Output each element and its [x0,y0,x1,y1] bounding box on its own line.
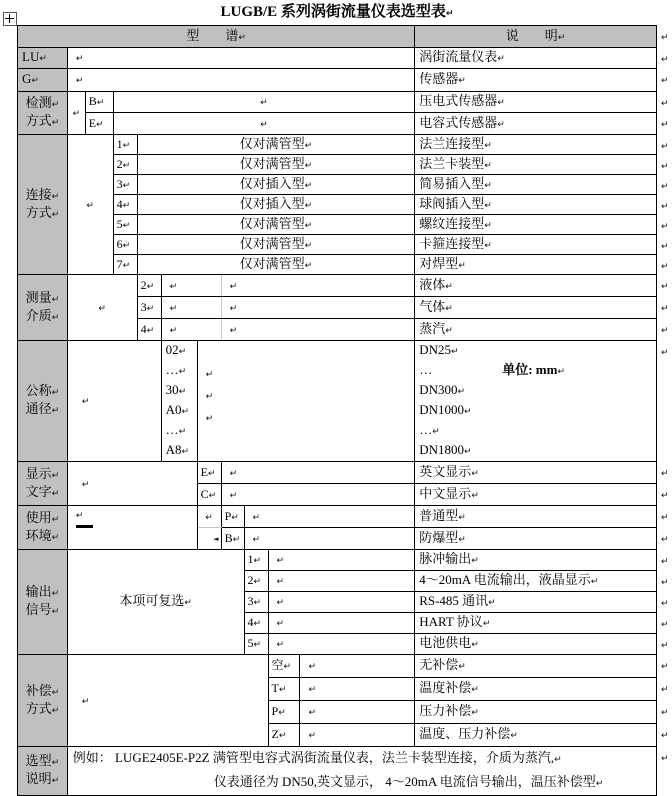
desc-cell[interactable]: 电池供电↵ [415,634,657,655]
code-cell[interactable]: 2↵ [137,275,161,297]
spacer-cell[interactable]: ↵ [67,462,197,506]
desc-cell[interactable]: 压电式传感器↵ [415,92,657,113]
output-note-cell[interactable]: 本项可复选↵ [67,550,244,655]
desc-cell[interactable]: 法兰连接型↵ [415,135,657,155]
row-end-mark: ↵ [660,619,669,630]
note-cell[interactable]: 仅对插入型↵ [137,195,415,215]
desc-cell[interactable]: 脉冲输出↵ [415,550,657,571]
desc-cell[interactable]: 防爆型↵ [415,528,657,550]
spacer-cell[interactable]: ↵ [221,319,415,341]
row-end-mark: ↵ [660,598,669,609]
row-end-mark: ↵ [660,54,669,65]
dash-mark [76,525,93,528]
row-end-mark: ↵ [660,640,669,651]
desc-cell[interactable]: 气体↵ [415,297,657,319]
spacer-cell[interactable]: ↵ ↵ ↵ [197,341,415,462]
table-row [18,462,672,484]
desc-cell[interactable]: 简易插入型↵ [415,175,657,195]
desc-cell[interactable]: 卡箍连接型↵ [415,235,657,255]
code-cell[interactable]: 2↵ [244,571,268,592]
table-move-handle-icon[interactable] [3,12,17,26]
row-end-mark: ↵ [660,512,669,523]
row-end-mark: ↵ [660,303,669,314]
row-end-mark: ↵ [660,161,669,172]
section-label-example[interactable]: 选型↵ 说明↵ [18,747,68,796]
note-cell[interactable]: 仅对插入型↵ [137,175,415,195]
table-row [18,92,672,113]
spacer-cell[interactable]: ↵ [221,297,415,319]
code-cell[interactable]: P↵ [268,701,300,724]
code-cell[interactable]: 3↵ [137,297,161,319]
row-end-mark: ↵ [660,281,669,292]
spacer-cell[interactable]: ↵ [67,341,161,462]
header-description[interactable]: 说 明↵ [415,26,657,48]
row-end-mark: ↵ [660,98,669,109]
code-cell[interactable]: 4↵ [244,613,268,634]
section-label-environment[interactable]: 使用↵ 环境↵ [18,506,68,550]
row-end-mark: ↵ [660,490,669,501]
spacer-cell[interactable]: ↵ [113,92,415,113]
section-label-display[interactable]: 显示↵ 文字↵ [18,462,68,506]
code-cell-lu[interactable]: LU↵ [18,48,68,69]
code-cell[interactable]: T↵ [268,678,300,701]
spacer-cell[interactable]: ◄ [197,528,221,550]
section-label-output[interactable]: 输出↵ 信号↵ [18,550,68,655]
row-end-mark: ↵ [660,325,669,336]
row-end-mark: ↵ [660,468,669,479]
note-cell[interactable]: 仅对满管型↵ [137,255,415,275]
row-end-mark: ↵ [660,534,669,545]
spacer-cell[interactable]: ↵ [161,297,221,319]
row-end-mark: ↵ [660,32,669,43]
table-row [18,215,672,235]
desc-cell[interactable]: 螺纹连接型↵ [415,215,657,235]
spacer-cell[interactable]: ↵ [221,275,415,297]
code-cell[interactable]: 4↵ [113,195,137,215]
diameter-code-cell[interactable]: 02↵ …↵ 30↵ A0↵ …↵ A8↵ [161,341,197,462]
row-end-mark: ↵ [660,707,669,718]
spacer-cell[interactable]: ↵ [268,571,415,592]
desc-cell[interactable]: 英文显示↵ [415,462,657,484]
page-title: LUGB/E 系列涡街流量仪表选型表↵ [220,4,454,20]
code-cell[interactable]: 6↵ [113,235,137,255]
table-row [18,341,672,462]
spacer-cell[interactable]: ↵ [161,275,221,297]
table-row [18,195,672,215]
spacer-cell[interactable]: ↵ [244,528,415,550]
section-label-compensation[interactable]: 补偿↵ 方式↵ [18,655,68,747]
spacer-cell[interactable]: ↵ [67,69,414,92]
spacer-cell[interactable]: ↵ [67,135,113,275]
note-cell[interactable]: 仅对满管型↵ [137,135,415,155]
desc-cell[interactable]: HART 协议↵ [415,613,657,634]
spacer-cell[interactable]: ↵ [300,701,415,724]
desc-cell[interactable]: 对焊型↵ [415,255,657,275]
code-cell[interactable]: 3↵ [244,592,268,613]
table-row [18,275,672,297]
note-cell[interactable]: 仅对满管型↵ [137,155,415,175]
spacer-cell[interactable]: ↵ [161,319,221,341]
code-cell[interactable]: 7↵ [113,255,137,275]
unit-note: 单位: mm [502,362,558,377]
table-row [18,135,672,155]
desc-cell[interactable]: 温度补偿↵ [415,678,657,701]
spacer-cell[interactable]: ↵ [300,655,415,678]
code-cell[interactable]: E↵ [197,462,221,484]
row-end-mark: ↵ [660,261,669,272]
spacer-cell[interactable]: ↵ [221,462,415,484]
row-end-mark: ↵ [660,577,669,588]
table-row [18,550,672,571]
desc-cell[interactable]: 蒸汽↵ [415,319,657,341]
code-cell[interactable]: B↵ [85,92,113,113]
row-end-mark: ↵ [660,201,669,212]
row-end-mark: ↵ [660,753,669,764]
table-row [18,235,672,255]
desc-cell[interactable]: 无补偿↵ [415,655,657,678]
section-label-connect[interactable]: 连接↵ 方式↵ [18,135,68,275]
spacer-cell[interactable]: ↵ [197,506,221,528]
spacer-cell[interactable]: ↵ [300,724,415,747]
paragraph-mark-icon: ↵ [445,9,454,19]
spacer-cell[interactable]: ↵ [67,92,85,135]
code-cell[interactable]: B↵ [221,528,244,550]
spacer-cell[interactable]: ↵ [268,550,415,571]
code-cell[interactable]: 5↵ [244,634,268,655]
table-row [18,69,672,92]
spacer-cell[interactable]: ↵ [268,634,415,655]
note-cell[interactable]: 仅对满管型↵ [137,235,415,255]
note-cell[interactable]: 仅对满管型↵ [137,215,415,235]
row-end-mark: ↵ [660,241,669,252]
desc-cell[interactable]: RS-485 通讯↵ [415,592,657,613]
spacer-cell[interactable]: ↵ [67,275,137,341]
code-cell[interactable]: 3↵ [113,175,137,195]
desc-cell[interactable]: 传感器↵ [415,69,657,92]
table-row [18,655,672,678]
row-end-mark: ↵ [660,730,669,741]
spacer-cell[interactable]: ↵ [300,678,415,701]
section-label-diameter[interactable]: 公称↵ 通径↵ [18,341,68,462]
row-end-mark: ↵ [660,75,669,86]
header-model-spectrum[interactable]: 型 谱↵ [18,26,415,48]
table-row [18,155,672,175]
example-cell[interactable]: 例如： LUGE2405E-P2Z 满管型电容式涡街流量仪表，法兰卡装型连接，介质为蒸汽,↵ 仪表通径为 DN50,英文显示， 4～20mA 电流信号输出，温压补偿型↵ [67,747,656,796]
desc-cell[interactable]: 电容式传感器↵ [415,113,657,135]
section-label-detect[interactable]: 检测↵ 方式↵ [18,92,68,135]
spacer-cell[interactable]: ↵ [268,592,415,613]
spacer-cell[interactable]: ↵ [244,506,415,528]
section-label-medium[interactable]: 测量↵ 介质↵ [18,275,68,341]
code-cell[interactable]: 1↵ [244,550,268,571]
table-row [18,747,672,796]
code-cell[interactable]: 空↵ [268,655,300,678]
table-row [18,255,672,275]
row-end-mark: ↵ [660,556,669,567]
code-cell[interactable]: 4↵ [137,319,161,341]
row-end-mark: ↵ [660,221,669,232]
desc-cell[interactable]: 普通型↵ [415,506,657,528]
row-end-mark: ↵ [660,347,669,358]
table-row [18,113,672,135]
code-cell[interactable]: 5↵ [113,215,137,235]
desc-cell[interactable]: 压力补偿↵ [415,701,657,724]
row-end-mark: ↵ [660,661,669,672]
code-cell-g[interactable]: G↵ [18,69,68,92]
desc-cell[interactable]: 涡街流量仪表↵ [415,48,657,69]
desc-cell[interactable]: 液体↵ [415,275,657,297]
desc-cell[interactable]: 4～20mA 电流输出，液晶显示↵ [415,571,657,592]
document-page [0,3,672,789]
table-row [18,48,672,69]
row-end-mark: ↵ [660,141,669,152]
code-cell[interactable]: E↵ [85,113,113,135]
desc-cell[interactable]: 球阀插入型↵ [415,195,657,215]
desc-cell[interactable]: 中文显示↵ [415,484,657,506]
spacer-cell[interactable]: ↵ [67,655,268,747]
table-row [18,506,672,528]
spacer-cell[interactable]: ↵ [221,484,415,506]
row-end-mark: ↵ [660,181,669,192]
row-end-mark: ↵ [660,684,669,695]
row-end-mark: ↵ [660,119,669,130]
code-cell[interactable]: 2↵ [113,155,137,175]
code-cell[interactable]: 1↵ [113,135,137,155]
code-cell[interactable]: Z↵ [268,724,300,747]
desc-cell[interactable]: 法兰卡装型↵ [415,155,657,175]
selection-table [17,25,672,796]
table-row [18,175,672,195]
spacer-cell[interactable]: ↵ [268,613,415,634]
spacer-cell[interactable]: ↵ [67,506,197,550]
code-cell[interactable]: P↵ [221,506,244,528]
spacer-cell[interactable]: ↵ [113,113,415,135]
code-cell[interactable]: C↵ [197,484,221,506]
desc-cell[interactable]: 温度、压力补偿↵ [415,724,657,747]
diameter-desc-cell[interactable]: DN25↵ … 单位: mm↵ DN300↵ DN1000↵ …↵ DN1800↵ [415,341,657,462]
table-row [18,26,672,48]
spacer-cell[interactable]: ↵ [67,48,414,69]
